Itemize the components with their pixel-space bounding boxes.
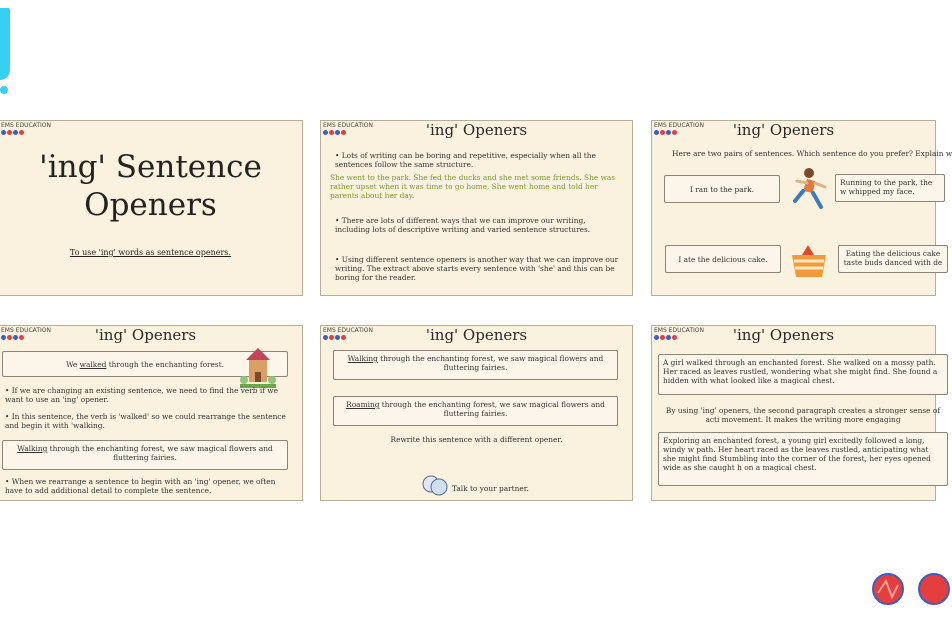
rearranged-sentence-box: Walking through the enchanting forest, we saw magical flowers and fluttering fairies.	[2, 440, 288, 470]
logo: EMS EDUCATION	[1, 123, 51, 135]
slide-1-title-line2: Openers	[84, 187, 217, 223]
slide-title: 'ing' Openers	[425, 326, 528, 344]
bullet-3: • When we rearrange a sentence to begin with an 'ing' opener, we often have to add additional detail to complete the sentence.	[5, 477, 287, 495]
logo: EMS EDUCATION	[1, 328, 51, 340]
decorative-cyan-shape	[0, 8, 10, 80]
bullet-3: • Using different sentence openers is another way that we can improve our writing. The extract above starts every sentence with 'she' and this can be boring for the reader.	[335, 255, 620, 282]
slide-1-objective: To use 'ing' words as sentence openers.	[70, 248, 231, 257]
slide-3[interactable]	[651, 120, 952, 296]
slide-1-title[interactable]	[0, 120, 303, 296]
slide-5[interactable]	[320, 325, 633, 501]
example-sentence-box: We walked through the enchanting forest.	[2, 351, 288, 377]
talk-partner-text: Talk to your partner.	[452, 484, 529, 493]
logo: EMS EDUCATION	[654, 328, 704, 340]
paragraph-1-box: A girl walked through an enchanted forest. She walked on a mossy path. Her raced as leaves rustled, wondering what she might find. She found a hidden with what looked like a magical chest.	[658, 354, 948, 395]
comparison-text: By using 'ing' openers, the second paragraph creates a stronger sense of acti movement. It makes the writing more engaging	[665, 406, 941, 424]
highlighted-verb: walked	[79, 360, 107, 369]
paragraph-2-box: Exploring an enchanted forest, a young girl excitedly followed a long, windy w path. Her heart raced as the leaves rustled, anticipating what she might find Stumbling into the corner of the forest, her eyes opened wide as she caught h on a magical chest.	[658, 432, 948, 486]
fairy-house-icon	[238, 346, 278, 388]
slide-6[interactable]	[651, 325, 941, 501]
slide-4[interactable]	[0, 325, 303, 501]
bullet-1: • If we are changing an existing sentence, we need to find the verb if we want to use an 'ing' opener.	[5, 386, 287, 404]
slide-2[interactable]	[320, 120, 633, 296]
logo: EMS EDUCATION	[323, 328, 373, 340]
cake-icon	[788, 241, 830, 279]
slide-title: 'ing' Openers	[425, 121, 528, 139]
instruction-text: Rewrite this sentence with a different opener.	[390, 435, 563, 444]
sentence-box-2: Roaming through the enchanting forest, we saw magical flowers and fluttering fairies.	[333, 396, 618, 426]
prompt-text: Here are two pairs of sentences. Which sentence do you prefer? Explain w	[672, 149, 952, 158]
bullet-2: • There are lots of different ways that we can improve our writing, including lots of descriptive writing and varied sentence structures.	[335, 216, 620, 234]
sentence-box: I ate the delicious cake.	[665, 245, 781, 273]
slide-title: 'ing' Openers	[732, 326, 835, 344]
bullet-2: • In this sentence, the verb is 'walked' so we could rearrange the sentence and begin it with 'walking.	[5, 412, 287, 430]
slide-title: 'ing' Openers	[732, 121, 835, 139]
running-child-icon	[789, 167, 831, 213]
logo: EMS EDUCATION	[654, 123, 704, 135]
sentence-box: Running to the park, the w whipped my face.	[835, 174, 945, 202]
sentence-box: Eating the delicious cake taste buds danced with de	[838, 245, 948, 273]
sentence-box: I ran to the park.	[664, 175, 780, 203]
logo: EMS EDUCATION	[323, 123, 373, 135]
decorative-blue-circle	[916, 571, 930, 607]
decorative-red-circle	[870, 571, 906, 607]
bullet-1: • Lots of writing can be boring and repetitive, especially when all the sentences follow the same structure.	[335, 151, 620, 169]
speech-bubbles-icon	[421, 474, 449, 498]
slide-title: 'ing' Openers	[94, 326, 197, 344]
slide-1-title-line1: 'ing' Sentence	[39, 149, 262, 185]
sentence-box-1: Walking through the enchanting forest, we saw magical flowers and fluttering fairies.	[333, 350, 618, 380]
example-paragraph: She went to the park. She fed the ducks and she met some friends. She was rather upset when it was time to go home. She went home and told her parents about her day.	[330, 173, 616, 200]
